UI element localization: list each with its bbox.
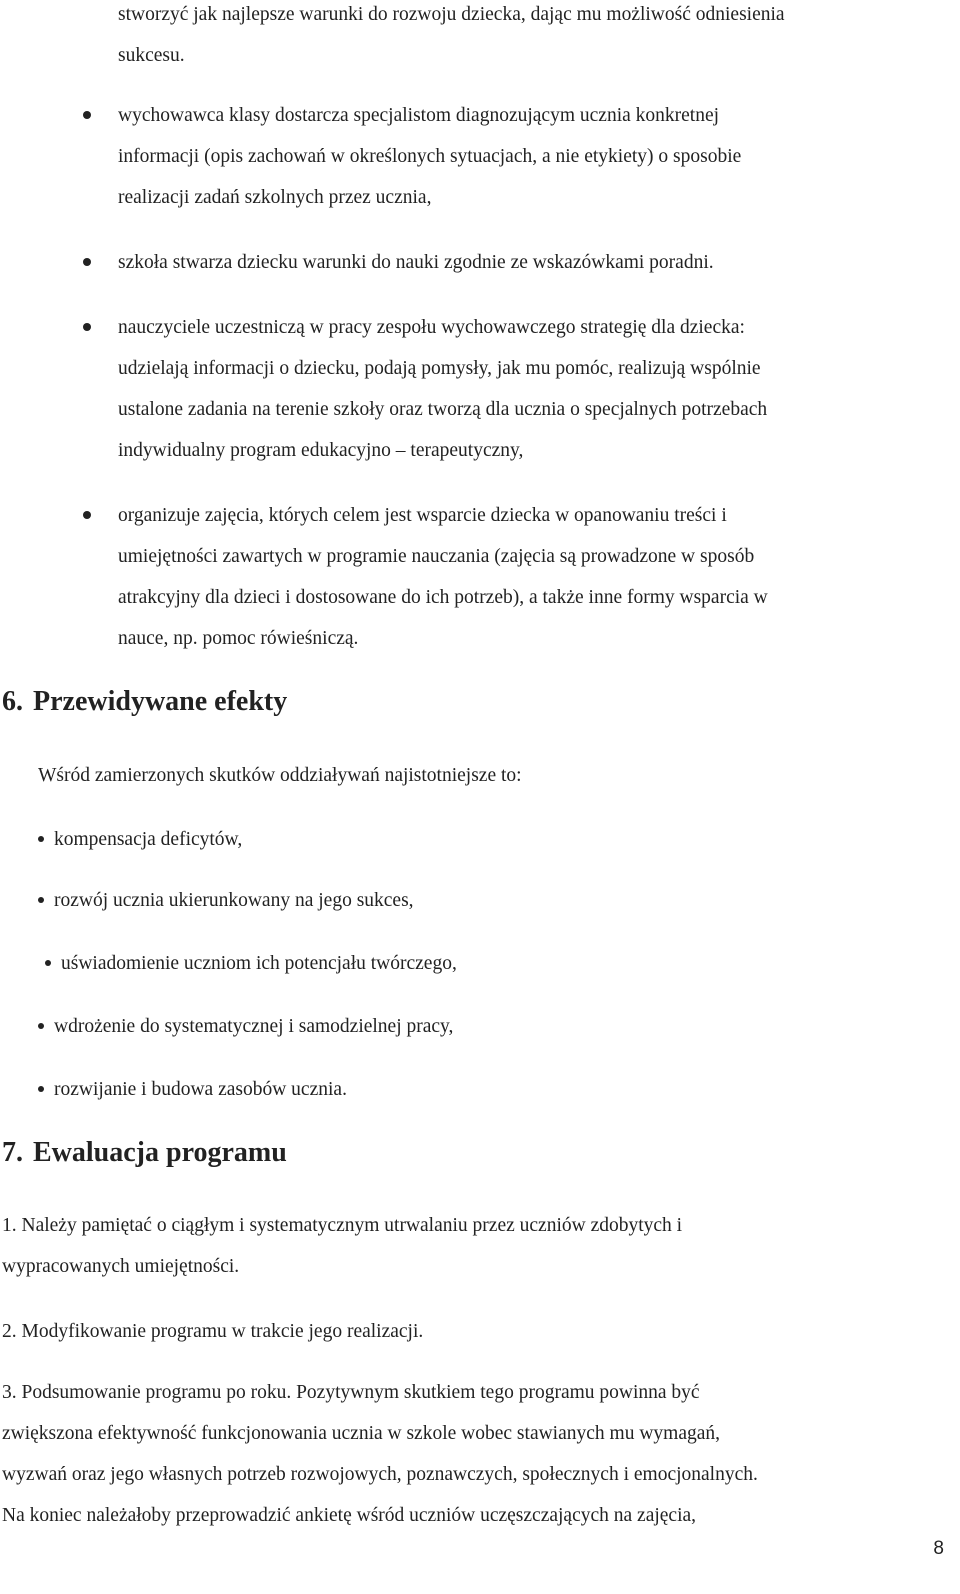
evaluation-line: wypracowanych umiejętności.: [2, 1256, 240, 1277]
list-item-line: indywidualny program edukacyjno – terapeutyczny,: [118, 440, 524, 461]
list-item-line: ustalone zadania na terenie szkoły oraz tworzą dla ucznia o specjalnych potrzebach: [118, 399, 768, 420]
list-item-line: organizuje zajęcia, których celem jest wsparcie dziecka w opanowaniu treści i: [118, 505, 727, 526]
continuation-line: sukcesu.: [118, 45, 185, 66]
list-item-line: szkoła stwarza dziecku warunki do nauki zgodnie ze wskazówkami poradni.: [118, 252, 714, 273]
effect-text: kompensacja deficytów,: [54, 829, 243, 850]
list-item-line: atrakcyjny dla dzieci i dostosowane do ich potrzeb), a także inne formy wsparcia w: [118, 587, 768, 608]
evaluation-line: zwiększona efektywność funkcjonowania ucznia w szkole wobec stawianych mu wymagań,: [2, 1423, 721, 1444]
list-item: [118, 495, 938, 659]
bullet-icon: [83, 323, 91, 331]
bullet-icon: [38, 1086, 44, 1092]
list-item: [118, 307, 938, 471]
evaluation-line: 2. Modyfikowanie programu w trakcie jego realizacji.: [2, 1321, 424, 1342]
section-heading: [2, 1137, 287, 1169]
evaluation-line: Na koniec należałoby przeprowadzić ankietę wśród uczniów uczęszczających na zajęcia,: [2, 1505, 697, 1526]
evaluation-line: 3. Podsumowanie programu po roku. Pozytywnym skutkiem tego programu powinna być: [2, 1382, 700, 1403]
bullet-icon: [45, 960, 51, 966]
effect-item: [38, 1075, 347, 1105]
list-item-line: umiejętności zawartych w programie nauczania (zajęcia są prowadzone w sposób: [118, 546, 755, 567]
continuation-line: stworzyć jak najlepsze warunki do rozwoju dziecka, dając mu możliwość odniesienia: [118, 4, 785, 25]
list-item: [118, 95, 938, 218]
effect-text: rozwijanie i budowa zasobów ucznia.: [54, 1079, 347, 1100]
section-intro: Wśród zamierzonych skutków oddziaływań najistotniejsze to:: [38, 765, 522, 786]
bullet-icon: [83, 258, 91, 266]
effect-item: [38, 886, 414, 916]
list-item: [118, 242, 938, 283]
list-item-line: wychowawca klasy dostarcza specjalistom diagnozującym ucznia konkretnej: [118, 105, 720, 126]
list-item-line: informacji (opis zachowań w określonych sytuacjach, a nie etykiety) o sposobie: [118, 146, 742, 167]
effect-text: rozwój ucznia ukierunkowany na jego sukces,: [54, 890, 414, 911]
list-item-line: nauczyciele uczestniczą w pracy zespołu wychowawczego strategię dla dziecka:: [118, 317, 745, 338]
list-item-line: realizacji zadań szkolnych przez ucznia,: [118, 187, 432, 208]
effect-text: wdrożenie do systematycznej i samodzielnej pracy,: [54, 1016, 454, 1037]
effect-item: [38, 1012, 453, 1042]
section-heading: [2, 686, 287, 718]
effect-item: [45, 949, 457, 979]
effect-item: [38, 825, 242, 855]
bullet-icon: [83, 111, 91, 119]
section-number: 7.: [2, 1137, 23, 1168]
list-item-line: udzielają informacji o dziecku, podają pomysły, jak mu pomóc, realizują wspólnie: [118, 358, 761, 379]
page-number: 8: [933, 1538, 944, 1559]
evaluation-line: 1. Należy pamiętać o ciągłym i systematycznym utrwalaniu przez uczniów zdobytych i: [2, 1215, 683, 1236]
list-item-line: nauce, np. pomoc rówieśniczą.: [118, 628, 359, 649]
bullet-icon: [38, 836, 44, 842]
bullet-icon: [38, 897, 44, 903]
section-title: Ewaluacja programu: [33, 1137, 287, 1168]
section-title: Przewidywane efekty: [33, 686, 288, 717]
bullet-icon: [83, 511, 91, 519]
effect-text: uświadomienie uczniom ich potencjału twórczego,: [61, 953, 457, 974]
bullet-icon: [38, 1023, 44, 1029]
section-number: 6.: [2, 686, 23, 717]
evaluation-line: wyzwań oraz jego własnych potrzeb rozwojowych, poznawczych, społecznych i emocjonalnych.: [2, 1464, 758, 1485]
